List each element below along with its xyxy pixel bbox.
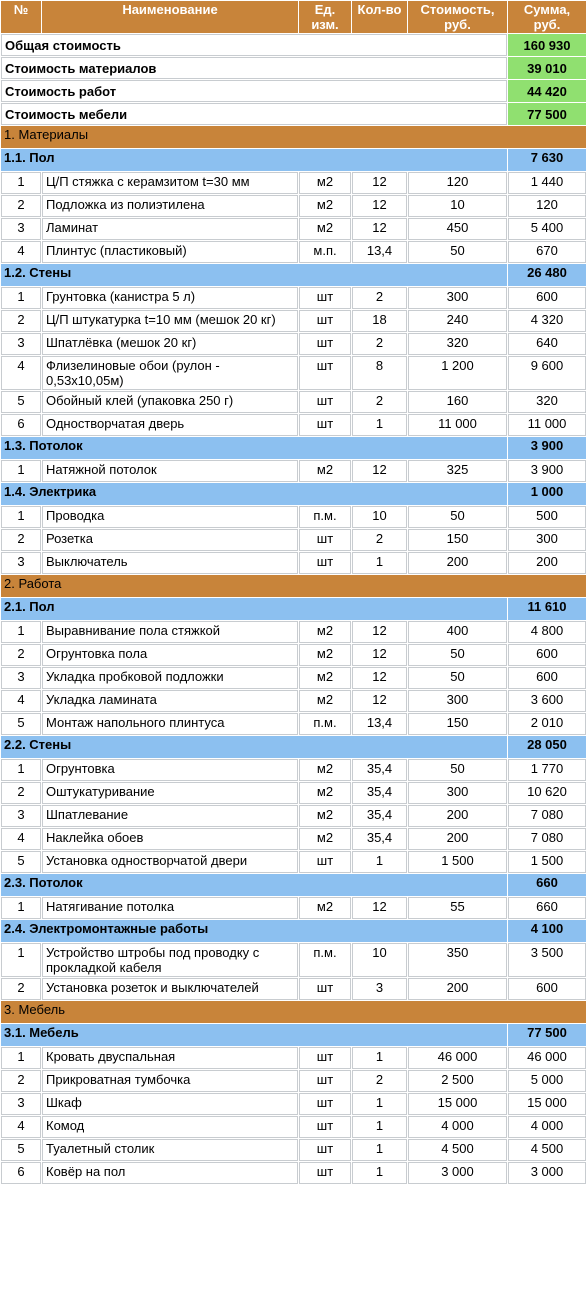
row-unit: шт	[299, 391, 351, 413]
row-num: 4	[1, 356, 41, 390]
row-sum: 3 000	[508, 1162, 586, 1184]
estimate-table-body	[1, 1, 586, 1184]
row-price: 50	[408, 506, 507, 528]
row-unit: м2	[299, 805, 351, 827]
row-qty: 12	[352, 195, 407, 217]
row-name: Устройство штробы под проводку с прокладкой кабеля	[42, 943, 298, 977]
table-row	[1, 218, 586, 240]
group-title: 1.4. Электрика	[1, 483, 507, 505]
row-qty: 35,4	[352, 782, 407, 804]
row-num: 3	[1, 805, 41, 827]
row-sum: 4 500	[508, 1139, 586, 1161]
table-row	[1, 1093, 586, 1115]
total-row	[1, 57, 586, 79]
row-price: 150	[408, 529, 507, 551]
row-num: 2	[1, 644, 41, 666]
row-qty: 2	[352, 529, 407, 551]
row-qty: 10	[352, 943, 407, 977]
table-row	[1, 644, 586, 666]
row-qty: 2	[352, 391, 407, 413]
table-row	[1, 287, 586, 309]
table-row	[1, 356, 586, 390]
row-unit: шт	[299, 1139, 351, 1161]
row-name: Огрунтовка пола	[42, 644, 298, 666]
header-num: №	[1, 1, 41, 33]
row-name: Шпатлевание	[42, 805, 298, 827]
row-num: 2	[1, 195, 41, 217]
row-sum: 4 000	[508, 1116, 586, 1138]
row-unit: м2	[299, 690, 351, 712]
row-qty: 12	[352, 218, 407, 240]
row-name: Натяжной потолок	[42, 460, 298, 482]
row-name: Выключатель	[42, 552, 298, 574]
row-sum: 11 000	[508, 414, 586, 436]
row-sum: 5 400	[508, 218, 586, 240]
row-sum: 600	[508, 978, 586, 1000]
row-qty: 12	[352, 667, 407, 689]
row-price: 300	[408, 690, 507, 712]
row-sum: 7 080	[508, 828, 586, 850]
row-name: Одностворчатая дверь	[42, 414, 298, 436]
row-unit: шт	[299, 287, 351, 309]
table-row	[1, 1162, 586, 1184]
row-qty: 12	[352, 621, 407, 643]
row-name: Розетка	[42, 529, 298, 551]
row-price: 55	[408, 897, 507, 919]
header-unit: Ед. изм.	[299, 1, 351, 33]
section-row	[1, 1001, 586, 1023]
row-qty: 12	[352, 644, 407, 666]
row-price: 150	[408, 713, 507, 735]
row-unit: шт	[299, 1047, 351, 1069]
table-row	[1, 759, 586, 781]
row-qty: 18	[352, 310, 407, 332]
row-price: 50	[408, 241, 507, 263]
row-price: 450	[408, 218, 507, 240]
row-name: Ковёр на пол	[42, 1162, 298, 1184]
row-qty: 13,4	[352, 241, 407, 263]
group-title: 1.2. Стены	[1, 264, 507, 286]
row-price: 160	[408, 391, 507, 413]
row-price: 3 000	[408, 1162, 507, 1184]
group-sum: 26 480	[508, 264, 586, 286]
row-num: 2	[1, 310, 41, 332]
row-sum: 2 010	[508, 713, 586, 735]
row-num: 3	[1, 218, 41, 240]
table-row	[1, 460, 586, 482]
row-qty: 35,4	[352, 805, 407, 827]
group-title: 3.1. Мебель	[1, 1024, 507, 1046]
header-name: Наименование	[42, 1, 298, 33]
table-row	[1, 529, 586, 551]
row-num: 3	[1, 552, 41, 574]
table-row	[1, 978, 586, 1000]
row-qty: 12	[352, 460, 407, 482]
total-value: 39 010	[508, 57, 586, 79]
row-unit: м2	[299, 218, 351, 240]
row-num: 5	[1, 391, 41, 413]
row-sum: 600	[508, 287, 586, 309]
row-num: 6	[1, 414, 41, 436]
row-unit: шт	[299, 529, 351, 551]
table-row	[1, 172, 586, 194]
row-sum: 10 620	[508, 782, 586, 804]
total-label: Стоимость мебели	[1, 103, 507, 125]
row-num: 5	[1, 1139, 41, 1161]
row-qty: 1	[352, 1139, 407, 1161]
group-row	[1, 149, 586, 171]
table-row	[1, 713, 586, 735]
row-num: 1	[1, 172, 41, 194]
row-unit: м2	[299, 828, 351, 850]
row-unit: п.м.	[299, 506, 351, 528]
group-sum: 660	[508, 874, 586, 896]
row-price: 50	[408, 644, 507, 666]
row-name: Установка розеток и выключателей	[42, 978, 298, 1000]
row-sum: 120	[508, 195, 586, 217]
row-unit: шт	[299, 552, 351, 574]
row-price: 300	[408, 782, 507, 804]
total-label: Стоимость материалов	[1, 57, 507, 79]
row-sum: 600	[508, 667, 586, 689]
row-num: 1	[1, 1047, 41, 1069]
row-name: Плинтус (пластиковый)	[42, 241, 298, 263]
row-qty: 3	[352, 978, 407, 1000]
table-row	[1, 414, 586, 436]
group-sum: 7 630	[508, 149, 586, 171]
row-unit: м2	[299, 621, 351, 643]
row-sum: 300	[508, 529, 586, 551]
row-num: 4	[1, 828, 41, 850]
row-qty: 12	[352, 690, 407, 712]
row-name: Огрунтовка	[42, 759, 298, 781]
header-sum: Сумма, руб.	[508, 1, 586, 33]
table-row	[1, 621, 586, 643]
row-num: 5	[1, 713, 41, 735]
row-qty: 1	[352, 1162, 407, 1184]
row-num: 1	[1, 759, 41, 781]
row-qty: 1	[352, 1093, 407, 1115]
row-price: 300	[408, 287, 507, 309]
row-price: 15 000	[408, 1093, 507, 1115]
row-qty: 1	[352, 1047, 407, 1069]
row-unit: м2	[299, 172, 351, 194]
row-name: Подложка из полиэтилена	[42, 195, 298, 217]
group-row	[1, 1024, 586, 1046]
row-sum: 1 770	[508, 759, 586, 781]
row-qty: 10	[352, 506, 407, 528]
table-row	[1, 1070, 586, 1092]
table-row	[1, 506, 586, 528]
row-sum: 320	[508, 391, 586, 413]
group-title: 1.1. Пол	[1, 149, 507, 171]
row-qty: 1	[352, 552, 407, 574]
table-row	[1, 391, 586, 413]
row-num: 1	[1, 621, 41, 643]
row-num: 3	[1, 1093, 41, 1115]
row-price: 120	[408, 172, 507, 194]
row-sum: 15 000	[508, 1093, 586, 1115]
total-row	[1, 34, 586, 56]
row-name: Оштукатуривание	[42, 782, 298, 804]
row-price: 11 000	[408, 414, 507, 436]
group-row	[1, 264, 586, 286]
table-row	[1, 943, 586, 977]
row-num: 3	[1, 333, 41, 355]
row-name: Установка одностворчатой двери	[42, 851, 298, 873]
row-qty: 13,4	[352, 713, 407, 735]
row-unit: шт	[299, 851, 351, 873]
row-price: 50	[408, 759, 507, 781]
row-unit: шт	[299, 1116, 351, 1138]
section-title: 2. Работа	[1, 575, 586, 597]
row-unit: шт	[299, 1162, 351, 1184]
row-sum: 46 000	[508, 1047, 586, 1069]
row-price: 320	[408, 333, 507, 355]
row-price: 200	[408, 552, 507, 574]
section-row	[1, 126, 586, 148]
row-name: Ц/П штукатурка t=10 мм (мешок 20 кг)	[42, 310, 298, 332]
row-name: Проводка	[42, 506, 298, 528]
section-title: 3. Мебель	[1, 1001, 586, 1023]
row-num: 2	[1, 1070, 41, 1092]
group-title: 2.4. Электромонтажные работы	[1, 920, 507, 942]
row-name: Натягивание потолка	[42, 897, 298, 919]
row-price: 200	[408, 805, 507, 827]
row-price: 400	[408, 621, 507, 643]
table-row	[1, 851, 586, 873]
row-num: 1	[1, 897, 41, 919]
row-qty: 1	[352, 851, 407, 873]
row-qty: 12	[352, 172, 407, 194]
table-row	[1, 195, 586, 217]
row-unit: п.м.	[299, 943, 351, 977]
row-price: 1 500	[408, 851, 507, 873]
row-sum: 660	[508, 897, 586, 919]
row-num: 2	[1, 978, 41, 1000]
group-row	[1, 598, 586, 620]
row-num: 3	[1, 667, 41, 689]
row-name: Кровать двуспальная	[42, 1047, 298, 1069]
row-num: 4	[1, 1116, 41, 1138]
total-label: Общая стоимость	[1, 34, 507, 56]
row-sum: 500	[508, 506, 586, 528]
group-title: 2.1. Пол	[1, 598, 507, 620]
row-name: Монтаж напольного плинтуса	[42, 713, 298, 735]
row-sum: 5 000	[508, 1070, 586, 1092]
row-price: 1 200	[408, 356, 507, 390]
row-qty: 2	[352, 287, 407, 309]
table-row	[1, 828, 586, 850]
group-title: 2.2. Стены	[1, 736, 507, 758]
row-sum: 1 500	[508, 851, 586, 873]
total-row	[1, 103, 586, 125]
row-name: Туалетный столик	[42, 1139, 298, 1161]
group-row	[1, 437, 586, 459]
section-title: 1. Материалы	[1, 126, 586, 148]
row-name: Ц/П стяжка с керамзитом t=30 мм	[42, 172, 298, 194]
row-price: 10	[408, 195, 507, 217]
group-sum: 28 050	[508, 736, 586, 758]
total-row	[1, 80, 586, 102]
row-price: 200	[408, 978, 507, 1000]
row-num: 4	[1, 241, 41, 263]
row-qty: 1	[352, 414, 407, 436]
row-sum: 670	[508, 241, 586, 263]
row-name: Грунтовка (канистра 5 л)	[42, 287, 298, 309]
header-price: Стоимость, руб.	[408, 1, 507, 33]
total-value: 77 500	[508, 103, 586, 125]
row-unit: м2	[299, 897, 351, 919]
table-row	[1, 1116, 586, 1138]
row-num: 6	[1, 1162, 41, 1184]
row-qty: 2	[352, 333, 407, 355]
table-row	[1, 1047, 586, 1069]
row-unit: м2	[299, 667, 351, 689]
row-name: Укладка ламината	[42, 690, 298, 712]
row-num: 2	[1, 529, 41, 551]
group-row	[1, 736, 586, 758]
row-price: 50	[408, 667, 507, 689]
row-qty: 35,4	[352, 828, 407, 850]
table-row	[1, 333, 586, 355]
group-sum: 3 900	[508, 437, 586, 459]
row-sum: 3 900	[508, 460, 586, 482]
row-unit: шт	[299, 356, 351, 390]
row-num: 1	[1, 506, 41, 528]
row-name: Прикроватная тумбочка	[42, 1070, 298, 1092]
group-sum: 11 610	[508, 598, 586, 620]
row-sum: 600	[508, 644, 586, 666]
total-label: Стоимость работ	[1, 80, 507, 102]
row-qty: 1	[352, 1116, 407, 1138]
row-sum: 200	[508, 552, 586, 574]
row-name: Наклейка обоев	[42, 828, 298, 850]
row-name: Флизелиновые обои (рулон - 0,53х10,05м)	[42, 356, 298, 390]
table-row	[1, 552, 586, 574]
table-row	[1, 241, 586, 263]
row-price: 240	[408, 310, 507, 332]
table-row	[1, 1139, 586, 1161]
table-row	[1, 667, 586, 689]
row-qty: 2	[352, 1070, 407, 1092]
row-sum: 640	[508, 333, 586, 355]
row-price: 2 500	[408, 1070, 507, 1092]
row-price: 4 500	[408, 1139, 507, 1161]
row-name: Выравнивание пола стяжкой	[42, 621, 298, 643]
row-unit: м2	[299, 195, 351, 217]
row-name: Ламинат	[42, 218, 298, 240]
group-title: 1.3. Потолок	[1, 437, 507, 459]
row-price: 350	[408, 943, 507, 977]
row-price: 46 000	[408, 1047, 507, 1069]
row-price: 200	[408, 828, 507, 850]
row-sum: 7 080	[508, 805, 586, 827]
table-row	[1, 805, 586, 827]
table-row	[1, 310, 586, 332]
group-sum: 1 000	[508, 483, 586, 505]
table-row	[1, 782, 586, 804]
group-sum: 77 500	[508, 1024, 586, 1046]
row-unit: м2	[299, 644, 351, 666]
row-price: 4 000	[408, 1116, 507, 1138]
table-row	[1, 897, 586, 919]
row-price: 325	[408, 460, 507, 482]
row-unit: шт	[299, 414, 351, 436]
row-num: 5	[1, 851, 41, 873]
total-value: 44 420	[508, 80, 586, 102]
row-name: Обойный клей (упаковка 250 г)	[42, 391, 298, 413]
row-sum: 1 440	[508, 172, 586, 194]
section-row	[1, 575, 586, 597]
row-num: 1	[1, 460, 41, 482]
row-unit: м2	[299, 782, 351, 804]
group-row	[1, 920, 586, 942]
row-sum: 9 600	[508, 356, 586, 390]
row-qty: 12	[352, 897, 407, 919]
header-qty: Кол-во	[352, 1, 407, 33]
row-num: 2	[1, 782, 41, 804]
row-sum: 3 500	[508, 943, 586, 977]
row-sum: 4 800	[508, 621, 586, 643]
row-unit: п.м.	[299, 713, 351, 735]
row-num: 1	[1, 287, 41, 309]
row-name: Укладка пробковой подложки	[42, 667, 298, 689]
row-unit: м.п.	[299, 241, 351, 263]
row-num: 1	[1, 943, 41, 977]
row-sum: 3 600	[508, 690, 586, 712]
table-header-row	[1, 1, 586, 33]
row-unit: шт	[299, 310, 351, 332]
row-unit: м2	[299, 460, 351, 482]
row-name: Шпатлёвка (мешок 20 кг)	[42, 333, 298, 355]
group-row	[1, 483, 586, 505]
row-name: Комод	[42, 1116, 298, 1138]
table-row	[1, 690, 586, 712]
row-qty: 35,4	[352, 759, 407, 781]
row-unit: шт	[299, 333, 351, 355]
group-title: 2.3. Потолок	[1, 874, 507, 896]
total-value: 160 930	[508, 34, 586, 56]
row-unit: шт	[299, 1070, 351, 1092]
row-unit: шт	[299, 1093, 351, 1115]
row-unit: шт	[299, 978, 351, 1000]
group-sum: 4 100	[508, 920, 586, 942]
row-unit: м2	[299, 759, 351, 781]
row-sum: 4 320	[508, 310, 586, 332]
row-name: Шкаф	[42, 1093, 298, 1115]
group-row	[1, 874, 586, 896]
row-qty: 8	[352, 356, 407, 390]
row-num: 4	[1, 690, 41, 712]
